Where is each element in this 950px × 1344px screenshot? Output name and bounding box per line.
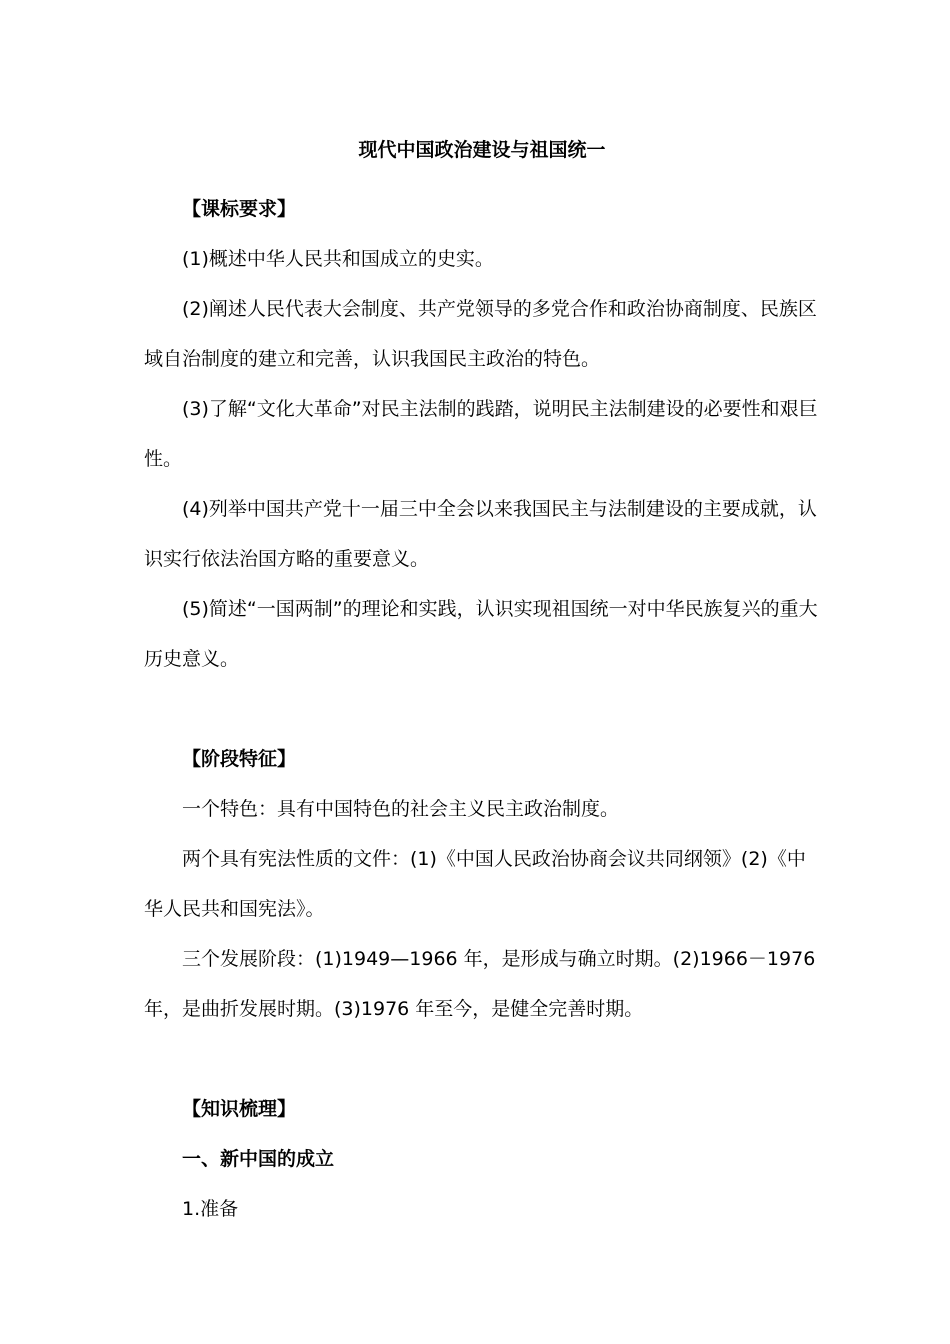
standards-item-3: (3)了解“文化大革命”对民主法制的践踏，说明民主法制建设的必要性和艰巨性。 — [144, 398, 818, 470]
standards-item-5: (5)简述“一国两制”的理论和实践，认识实现祖国统一对中华民族复兴的重大历史意义。 — [144, 598, 818, 670]
knowledge-item-1: 1.准备 — [182, 1198, 239, 1220]
section-spacer — [144, 1034, 820, 1084]
features-item-1: 一个特色：具有中国特色的社会主义民主政治制度。 — [182, 798, 620, 820]
features-item-2: 两个具有宪法性质的文件：(1)《中国人民政治协商会议共同纲领》(2)《中华人民共和国宪法》。 — [144, 848, 806, 920]
knowledge-subheading: 一、新中国的成立 — [182, 1148, 335, 1170]
section-heading-knowledge: 【知识梳理】 — [182, 1098, 297, 1120]
section-spacer — [144, 684, 820, 734]
standards-item-1: (1)概述中华人民共和国成立的史实。 — [182, 248, 494, 270]
features-item-3: 三个发展阶段：(1)1949—1966 年，是形成与确立时期。(2)1966－1976 年，是曲折发展时期。(3)1976 年至今，是健全完善时期。 — [144, 948, 816, 1020]
standards-item-4: (4)列举中国共产党十一届三中全会以来我国民主与法制建设的主要成就，认识实行依法治国方略的重要意义。 — [144, 498, 817, 570]
document-title: 现代中国政治建设与祖国统一 — [358, 139, 606, 161]
section-heading-standards: 【课标要求】 — [182, 198, 297, 220]
section-heading-features: 【阶段特征】 — [182, 748, 297, 770]
standards-item-2: (2)阐述人民代表大会制度、共产党领导的多党合作和政治协商制度、民族区域自治制度的建立和完善，认识我国民主政治的特色。 — [144, 298, 817, 370]
